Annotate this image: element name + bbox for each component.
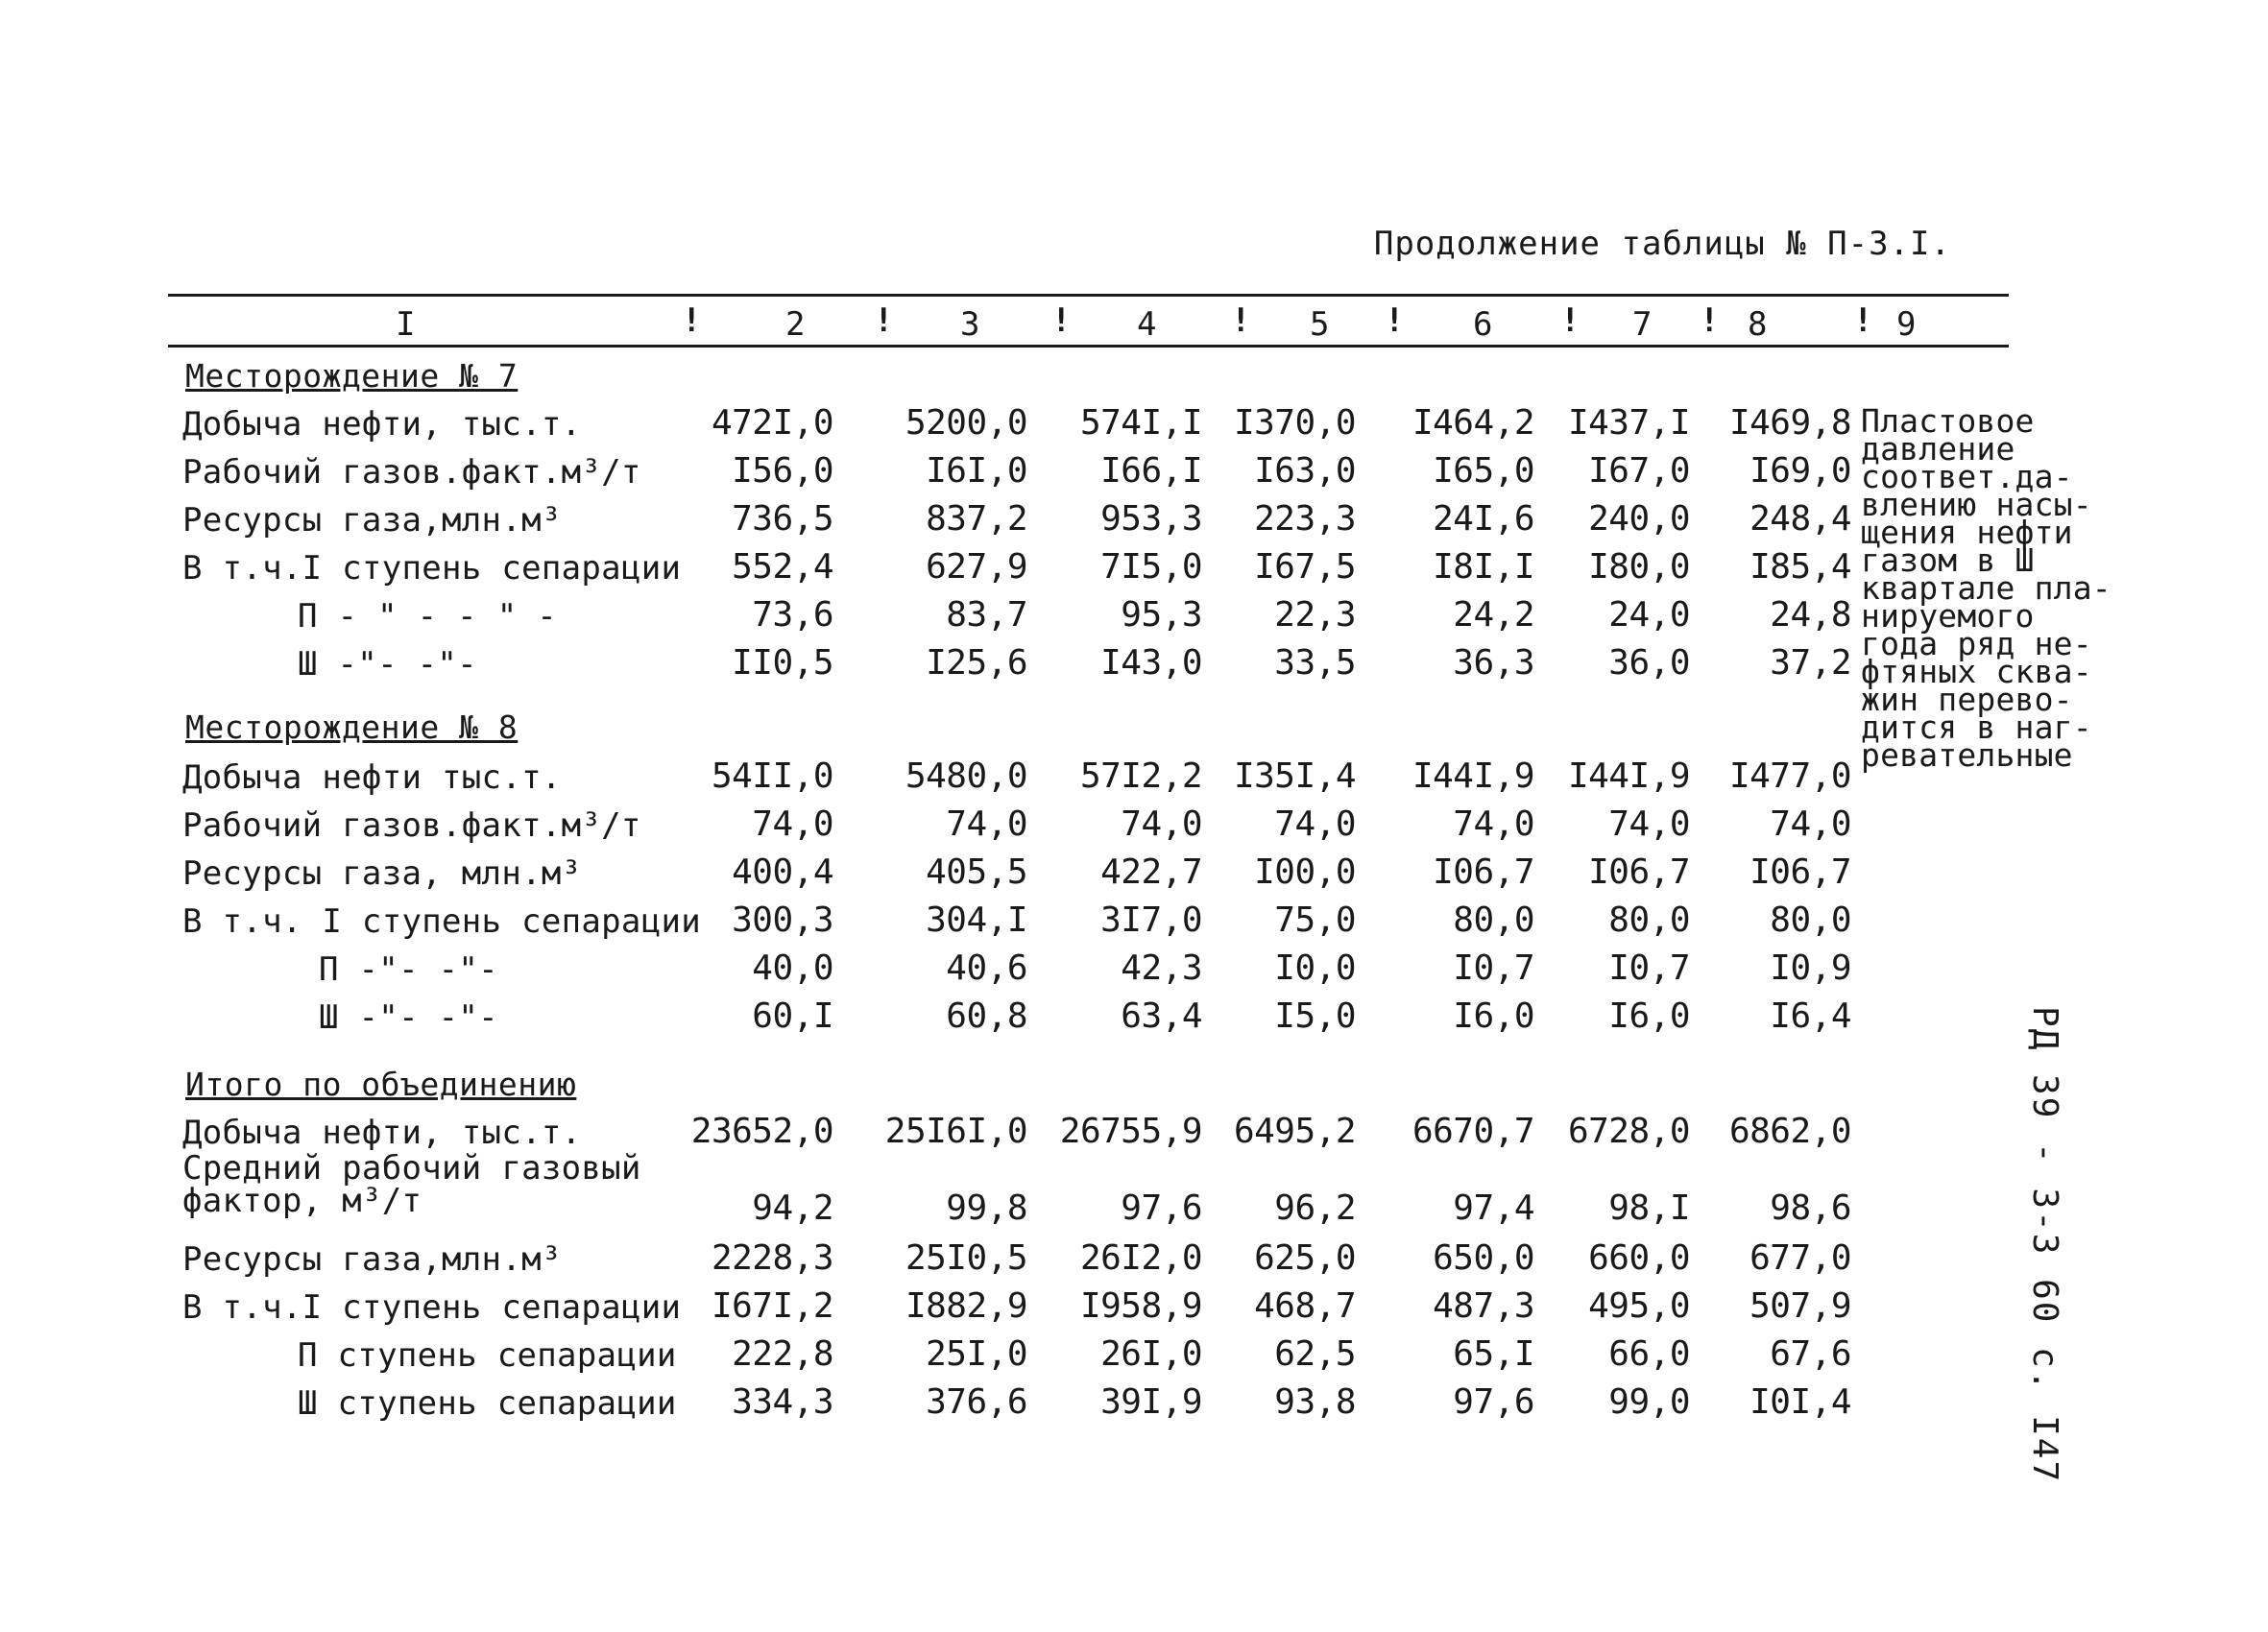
row-label: Ш -"- -"- bbox=[319, 998, 498, 1037]
column-header-5: 5 bbox=[1310, 305, 1330, 344]
table-cell: I67I,2 bbox=[711, 1286, 833, 1326]
table-cell: 74,0 bbox=[752, 804, 833, 844]
row-label: Добыча нефти тыс.т. bbox=[182, 758, 562, 797]
note-line: давление bbox=[1861, 430, 2015, 468]
column-separator: ! bbox=[1853, 301, 1873, 340]
column-header-9: 9 bbox=[1896, 305, 1917, 344]
table-cell: 57I2,2 bbox=[1079, 756, 1202, 796]
table-cell: I06,7 bbox=[1588, 852, 1690, 892]
table-cell: 96,2 bbox=[1274, 1188, 1356, 1228]
table-cell: I0,7 bbox=[1453, 948, 1534, 988]
table-cell: 67,6 bbox=[1770, 1334, 1851, 1374]
table-cell: 36,3 bbox=[1453, 643, 1534, 683]
table-cell: 99,8 bbox=[946, 1188, 1027, 1228]
table-cell: I0,7 bbox=[1608, 948, 1690, 988]
table-cell: 736,5 bbox=[732, 499, 833, 539]
table-cell: 26755,9 bbox=[1059, 1112, 1202, 1151]
table-cell: I63,0 bbox=[1254, 451, 1356, 491]
table-cell: I464,2 bbox=[1411, 403, 1534, 443]
table-cell: I43,0 bbox=[1100, 643, 1202, 683]
table-cell: 5480,0 bbox=[905, 756, 1027, 796]
row-label: Ресурсы газа,млн.м³ bbox=[182, 1240, 562, 1279]
table-top-rule bbox=[168, 294, 2009, 297]
table-cell: 222,8 bbox=[732, 1334, 833, 1374]
margin-document-code: РД 39 - 3-3 60 с. I47 bbox=[2025, 1006, 2064, 1484]
note-line: года ряд не- bbox=[1861, 625, 2092, 662]
row-label: П - " - - " - bbox=[298, 597, 558, 636]
table-cell: 98,I bbox=[1608, 1188, 1690, 1228]
note-line: соответ.да- bbox=[1861, 458, 2073, 495]
row-label: Ш ступень сепарации bbox=[298, 1384, 677, 1423]
table-cell: I477,0 bbox=[1728, 756, 1851, 796]
note-line: ревательные bbox=[1861, 736, 2073, 774]
column-header-2: 2 bbox=[785, 305, 806, 344]
table-cell: 625,0 bbox=[1254, 1238, 1356, 1278]
section-title: Итого по объединению bbox=[185, 1066, 577, 1103]
table-cell: 25I,0 bbox=[926, 1334, 1027, 1374]
table-cell: I56,0 bbox=[732, 451, 833, 491]
table-cell: I0,0 bbox=[1274, 948, 1356, 988]
table-cell: 75,0 bbox=[1274, 900, 1356, 940]
table-cell: 74,0 bbox=[1770, 804, 1851, 844]
table-cell: 468,7 bbox=[1254, 1286, 1356, 1326]
table-cell: 26I2,0 bbox=[1079, 1238, 1202, 1278]
column-separator: ! bbox=[682, 301, 702, 340]
row-label: Ресурсы газа,млн.м³ bbox=[182, 501, 562, 540]
table-cell: 95,3 bbox=[1121, 595, 1202, 635]
table-cell: I65,0 bbox=[1433, 451, 1534, 491]
section-title: Месторождение № 7 bbox=[185, 357, 519, 395]
table-cell: 304,I bbox=[926, 900, 1027, 940]
note-line: щения нефти bbox=[1861, 514, 2073, 551]
table-cell: 24,2 bbox=[1453, 595, 1534, 635]
table-cell: 60,I bbox=[752, 996, 833, 1036]
table-cell: 472I,0 bbox=[711, 403, 833, 443]
table-cell: 94,2 bbox=[752, 1188, 833, 1228]
table-cell: 660,0 bbox=[1588, 1238, 1690, 1278]
table-cell: 93,8 bbox=[1274, 1382, 1356, 1422]
table-cell: 39I,9 bbox=[1100, 1382, 1202, 1422]
table-cell: 6728,0 bbox=[1567, 1112, 1690, 1151]
table-cell: 400,4 bbox=[732, 852, 833, 892]
note-line: нируемого bbox=[1861, 597, 2035, 635]
table-cell: 24,8 bbox=[1770, 595, 1851, 635]
row-label: В т.ч. I ступень сепарации bbox=[182, 902, 702, 941]
column-header-4: 4 bbox=[1137, 305, 1157, 344]
table-caption: Продолжение таблицы № П-3.I. bbox=[1373, 225, 1951, 263]
table-cell: 240,0 bbox=[1588, 499, 1690, 539]
table-cell: 25I0,5 bbox=[905, 1238, 1027, 1278]
table-cell: 97,4 bbox=[1453, 1188, 1534, 1228]
column-header-1: I bbox=[396, 305, 416, 344]
row-label: Ресурсы газа, млн.м³ bbox=[182, 854, 582, 893]
table-cell: I437,I bbox=[1567, 403, 1690, 443]
table-cell: 2228,3 bbox=[711, 1238, 833, 1278]
row-label: В т.ч.I ступень сепарации bbox=[182, 549, 682, 588]
table-cell: 66,0 bbox=[1608, 1334, 1690, 1374]
table-cell: 97,6 bbox=[1453, 1382, 1534, 1422]
row-label: В т.ч.I ступень сепарации bbox=[182, 1288, 682, 1327]
table-cell: 3I7,0 bbox=[1100, 900, 1202, 940]
table-cell: I35I,4 bbox=[1233, 756, 1356, 796]
table-cell: 953,3 bbox=[1100, 499, 1202, 539]
column-header-8: 8 bbox=[1748, 305, 1768, 344]
table-cell: I00,0 bbox=[1254, 852, 1356, 892]
table-cell: 98,6 bbox=[1770, 1188, 1851, 1228]
table-cell: 422,7 bbox=[1100, 852, 1202, 892]
table-cell: 24,0 bbox=[1608, 595, 1690, 635]
column-9-note bbox=[1861, 402, 2120, 774]
table-cell: 487,3 bbox=[1433, 1286, 1534, 1326]
table-cell: 300,3 bbox=[732, 900, 833, 940]
row-label: Добыча нефти, тыс.т. bbox=[182, 405, 582, 444]
table-cell: I44I,9 bbox=[1411, 756, 1534, 796]
table-cell: 62,5 bbox=[1274, 1334, 1356, 1374]
note-line: фтяных сква- bbox=[1861, 653, 2092, 690]
table-cell: 74,0 bbox=[1274, 804, 1356, 844]
table-cell: I69,0 bbox=[1749, 451, 1851, 491]
table-cell: I6,4 bbox=[1770, 996, 1851, 1036]
table-cell: I06,7 bbox=[1433, 852, 1534, 892]
table-cell: 80,0 bbox=[1453, 900, 1534, 940]
table-cell: 23652,0 bbox=[690, 1112, 833, 1151]
table-cell: I80,0 bbox=[1588, 547, 1690, 587]
table-cell: 334,3 bbox=[732, 1382, 833, 1422]
table-cell: I06,7 bbox=[1749, 852, 1851, 892]
section-title: Месторождение № 8 bbox=[185, 708, 519, 746]
table-cell: 40,0 bbox=[752, 948, 833, 988]
table-cell: 65,I bbox=[1453, 1334, 1534, 1374]
column-separator: ! bbox=[1560, 301, 1580, 340]
table-cell: 650,0 bbox=[1433, 1238, 1534, 1278]
table-cell: 97,6 bbox=[1121, 1188, 1202, 1228]
table-cell: I0I,4 bbox=[1749, 1382, 1851, 1422]
row-label: Рабочий газов.факт.м³/т bbox=[182, 806, 641, 845]
table-cell: I66,I bbox=[1100, 451, 1202, 491]
table-cell: I469,8 bbox=[1728, 403, 1851, 443]
table-cell: 60,8 bbox=[946, 996, 1027, 1036]
note-line: газом в Ш bbox=[1861, 541, 2035, 579]
row-label: Рабочий газов.факт.м³/т bbox=[182, 453, 641, 492]
row-label: Добыча нефти, тыс.т. bbox=[182, 1114, 582, 1152]
table-cell: 376,6 bbox=[926, 1382, 1027, 1422]
table-cell: 73,6 bbox=[752, 595, 833, 635]
table-cell: I85,4 bbox=[1749, 547, 1851, 587]
table-cell: I44I,9 bbox=[1567, 756, 1690, 796]
note-line: Пластовое bbox=[1861, 402, 2035, 440]
table-cell: 22,3 bbox=[1274, 595, 1356, 635]
table-cell: 33,5 bbox=[1274, 643, 1356, 683]
table-cell: I6I,0 bbox=[926, 451, 1027, 491]
table-cell: I370,0 bbox=[1233, 403, 1356, 443]
table-cell: 405,5 bbox=[926, 852, 1027, 892]
note-line: дится в наг- bbox=[1861, 708, 2092, 746]
table-cell: 26I,0 bbox=[1100, 1334, 1202, 1374]
table-cell: I67,5 bbox=[1254, 547, 1356, 587]
note-line: жин перево- bbox=[1861, 681, 2073, 718]
table-cell: 74,0 bbox=[946, 804, 1027, 844]
note-line: влению насы- bbox=[1861, 486, 2092, 523]
table-cell: 63,4 bbox=[1121, 996, 1202, 1036]
table-cell: 552,4 bbox=[732, 547, 833, 587]
note-line: квартале пла- bbox=[1861, 569, 2111, 607]
table-cell: 80,0 bbox=[1770, 900, 1851, 940]
table-cell: I8I,I bbox=[1433, 547, 1534, 587]
table-cell: 837,2 bbox=[926, 499, 1027, 539]
table-cell: I958,9 bbox=[1079, 1286, 1202, 1326]
table-cell: 495,0 bbox=[1588, 1286, 1690, 1326]
column-separator: ! bbox=[1231, 301, 1251, 340]
table-cell: 223,3 bbox=[1254, 499, 1356, 539]
table-cell: 248,4 bbox=[1749, 499, 1851, 539]
table-header-rule bbox=[168, 345, 2009, 348]
table-cell: I67,0 bbox=[1588, 451, 1690, 491]
table-cell: 37,2 bbox=[1770, 643, 1851, 683]
table-cell: I6,0 bbox=[1453, 996, 1534, 1036]
table-cell: 627,9 bbox=[926, 547, 1027, 587]
table-cell: II0,5 bbox=[732, 643, 833, 683]
table-cell: I5,0 bbox=[1274, 996, 1356, 1036]
row-label: Ш -"- -"- bbox=[298, 645, 477, 684]
row-label: П -"- -"- bbox=[319, 950, 498, 989]
table-cell: 24I,6 bbox=[1433, 499, 1534, 539]
column-separator: ! bbox=[1051, 301, 1072, 340]
table-cell: 74,0 bbox=[1453, 804, 1534, 844]
column-header-7: 7 bbox=[1632, 305, 1653, 344]
table-cell: I6,0 bbox=[1608, 996, 1690, 1036]
column-separator: ! bbox=[1700, 301, 1720, 340]
table-cell: I25,6 bbox=[926, 643, 1027, 683]
table-cell: I0,9 bbox=[1770, 948, 1851, 988]
table-cell: 574I,I bbox=[1079, 403, 1202, 443]
table-cell: 99,0 bbox=[1608, 1382, 1690, 1422]
table-cell: 6670,7 bbox=[1411, 1112, 1534, 1151]
table-cell: 74,0 bbox=[1608, 804, 1690, 844]
column-separator: ! bbox=[1385, 301, 1405, 340]
table-cell: 83,7 bbox=[946, 595, 1027, 635]
row-label: Средний рабочий газовый фактор, м³/т bbox=[182, 1149, 641, 1220]
table-cell: 507,9 bbox=[1749, 1286, 1851, 1326]
table-cell: 677,0 bbox=[1749, 1238, 1851, 1278]
column-separator: ! bbox=[874, 301, 894, 340]
table-cell: 42,3 bbox=[1121, 948, 1202, 988]
table-cell: 5200,0 bbox=[905, 403, 1027, 443]
table-cell: 6862,0 bbox=[1728, 1112, 1851, 1151]
table-cell: 80,0 bbox=[1608, 900, 1690, 940]
column-header-6: 6 bbox=[1473, 305, 1493, 344]
column-header-3: 3 bbox=[960, 305, 980, 344]
row-label: П ступень сепарации bbox=[298, 1336, 677, 1375]
table-cell: 6495,2 bbox=[1233, 1112, 1356, 1151]
table-cell: 40,6 bbox=[946, 948, 1027, 988]
table-cell: I882,9 bbox=[905, 1286, 1027, 1326]
table-cell: 36,0 bbox=[1608, 643, 1690, 683]
table-cell: 54II,0 bbox=[711, 756, 833, 796]
table-cell: 74,0 bbox=[1121, 804, 1202, 844]
table-cell: 7I5,0 bbox=[1100, 547, 1202, 587]
table-cell: 25I6I,0 bbox=[884, 1112, 1027, 1151]
